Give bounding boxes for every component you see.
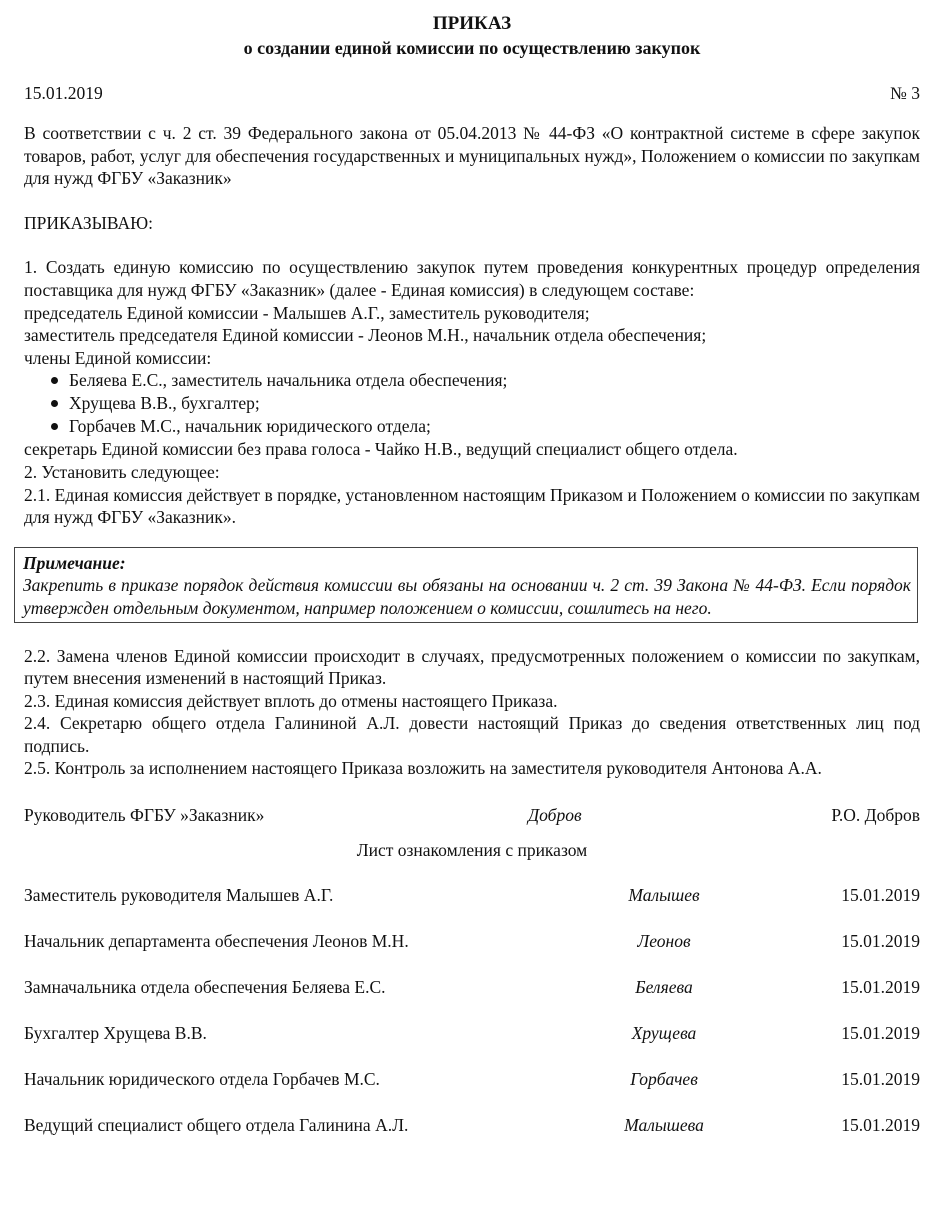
order-word: ПРИКАЗЫВАЮ: xyxy=(24,212,153,233)
order-number: № 3 xyxy=(890,83,920,103)
document-subtitle: о создании единой комиссии по осуществлению закупок xyxy=(243,38,701,58)
ack-signature: Леонов xyxy=(637,930,691,951)
ack-signature: Хрущева xyxy=(631,1022,697,1043)
note-title: Примечание: xyxy=(23,552,126,573)
note-box xyxy=(14,547,918,623)
members-list xyxy=(24,369,920,438)
ack-row xyxy=(24,1010,920,1056)
order-date: 15.01.2019 xyxy=(24,83,103,103)
ack-date: 15.01.2019 xyxy=(841,930,920,951)
ack-row xyxy=(24,872,920,918)
item-2-2: 2.2. Замена членов Единой комиссии происходит в случаях, предусмотренных положением о комиссии по закупкам, путем внесения изменений в настоящий Приказ. xyxy=(24,645,920,689)
chair-line: председатель Единой комиссии - Малышев А.Г., заместитель руководителя; xyxy=(24,302,590,323)
ack-person: Начальник департамента обеспечения Леонов М.Н. xyxy=(24,930,409,951)
director-signature: Добров xyxy=(528,804,582,825)
ack-date: 15.01.2019 xyxy=(841,884,920,905)
ack-signature: Беляева xyxy=(635,976,693,997)
item-2-3: 2.3. Единая комиссия действует вплоть до отмены настоящего Приказа. xyxy=(24,690,558,711)
ack-title: Лист ознакомления с приказом xyxy=(356,840,588,861)
director-position: Руководитель ФГБУ »Заказник» xyxy=(24,804,265,825)
ack-person: Заместитель руководителя Малышев А.Г. xyxy=(24,884,334,905)
ack-person: Бухгалтер Хрущева В.В. xyxy=(24,1022,207,1043)
director-name: Р.О. Добров xyxy=(831,804,920,825)
ack-date: 15.01.2019 xyxy=(841,1068,920,1089)
director-signature-row xyxy=(24,792,920,838)
bullet-icon xyxy=(51,400,58,407)
ack-row xyxy=(24,1102,920,1148)
ack-date: 15.01.2019 xyxy=(841,1022,920,1043)
document-title: ПРИКАЗ xyxy=(432,13,512,34)
ack-signature: Малышева xyxy=(624,1114,704,1135)
note-text: Закрепить в приказе порядок действия комиссии вы обязаны на основании ч. 2 ст. 39 Закона № 44-ФЗ. Если порядок утвержден отдельным документом, например положением о комиссии, сошлитесь на него. xyxy=(23,575,911,618)
ack-row xyxy=(24,1056,920,1102)
preamble: В соответствии с ч. 2 ст. 39 Федерального закона от 05.04.2013 № 44-ФЗ «О контрактной системе в сфере закупок товаров, работ, услуг для обеспечения государственных и муниципальных нужд», Положением о комиссии по закупкам для нужд ФГБУ «Заказник» xyxy=(24,123,920,189)
list-item: Хрущева В.В., бухгалтер; xyxy=(24,392,920,415)
bullet-icon xyxy=(51,377,58,384)
secretary-line: секретарь Единой комиссии без права голоса - Чайко Н.В., ведущий специалист общего отдела. xyxy=(24,439,738,460)
date-number-row xyxy=(24,82,920,104)
ack-person: Начальник юридического отдела Горбачев М.С. xyxy=(24,1068,380,1089)
ack-signature: Горбачев xyxy=(630,1068,698,1089)
document xyxy=(24,12,920,1148)
list-item: Беляева Е.С., заместитель начальника отдела обеспечения; xyxy=(24,369,920,392)
members-label: члены Единой комиссии: xyxy=(24,347,212,368)
list-item: Горбачев М.С., начальник юридического отдела; xyxy=(24,415,920,438)
item-2: 2. Установить следующее: xyxy=(24,461,220,482)
item-2-5: 2.5. Контроль за исполнением настоящего Приказа возложить на заместителя руководителя Антонова А.А. xyxy=(24,758,822,779)
ack-person: Ведущий специалист общего отдела Галинина А.Л. xyxy=(24,1114,409,1135)
item-2-1: 2.1. Единая комиссия действует в порядке, установленном настоящим Приказом и Положением о комиссии по закупкам для нужд ФГБУ «Заказник». xyxy=(24,484,920,528)
ack-person: Замначальника отдела обеспечения Беляева Е.С. xyxy=(24,976,386,997)
ack-list xyxy=(24,872,920,1148)
ack-row xyxy=(24,918,920,964)
item-1: 1. Создать единую комиссию по осуществлению закупок путем проведения конкурентных процедур определения поставщика для нужд ФГБУ «Заказник» (далее - Единая комиссия) в следующем составе: xyxy=(24,257,920,300)
ack-date: 15.01.2019 xyxy=(841,976,920,997)
ack-date: 15.01.2019 xyxy=(841,1114,920,1135)
ack-signature: Малышев xyxy=(628,884,700,905)
bullet-icon xyxy=(51,423,58,430)
item-2-4: 2.4. Секретарю общего отдела Галининой А.Л. довести настоящий Приказ до сведения ответственных лиц под подпись. xyxy=(24,713,920,756)
vice-chair-line: заместитель председателя Единой комиссии - Леонов М.Н., начальник отдела обеспечения; xyxy=(24,325,707,346)
ack-row xyxy=(24,964,920,1010)
